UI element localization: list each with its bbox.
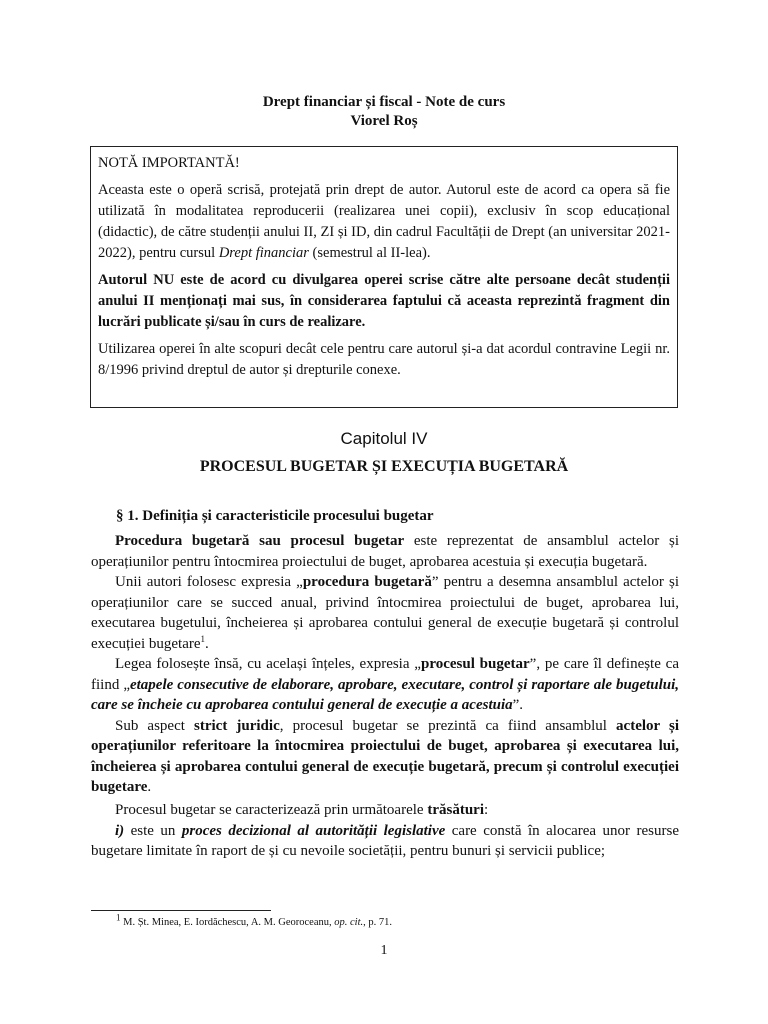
notice-heading: NOTĂ IMPORTANTĂ! [98,155,240,171]
body-paragraph-4: Sub aspect strict juridic, procesul bugetar se prezintă ca fiind ansamblul actelor și operațiunilor referitoare la întocmirea proiectului de buget, aprobarea și executarea lui, încheierea și aprobarea contului general de execuție bugetară, precum și controlul execuției bugetare. [91,717,679,795]
section-heading: § 1. Definiția și caracteristicile procesului bugetar [116,508,434,524]
notice-paragraph-copyright: Aceasta este o operă scrisă, protejată prin drept de autor. Autorul este de acord ca opera să fie utilizată în modalitatea reproducerii (realizarea unei copii), exclusiv în scop educațional (didactic), de către studenții anului II, ZI și ID, din cadrul Facultății de Drept (an universitar 2021-2022), pentru cursul Drept financiar (semestrul al II-lea). [98,182,670,261]
chapter-number: Capitolul IV [340,429,428,448]
footnote-separator [91,910,271,911]
important-notice-box [90,146,678,408]
notice-paragraph-usage: Utilizarea operei în alte scopuri decât cele pentru care autorul și-a dat acordul contravine Legii nr. 8/1996 privind dreptul de autor și drepturile conexe. [98,341,670,378]
body-paragraph-3: Legea folosește însă, cu același înțeles, expresia „procesul bugetar”, pe care îl definește ca fiind „etapele consecutive de elaborare, aprobare, executare, control și raportare ale bugetului, care se încheie cu aprobarea contului general de execuție a acestuia”. [91,656,679,713]
body-text-block [91,531,679,798]
document-title: Drept financiar și fiscal - Note de curs [262,94,506,110]
body-paragraph-2: Unii autori folosesc expresia „procedura bugetară” pentru a desemna ansamblul actelor și operațiunilor care se succed anual, privind întocmirea proiectului de buget, aprobarea lui, executarea bugetului, încheierea și aprobarea contului general de execuție bugetară și controlul execuției bugetare$^1$. [91,574,679,652]
body-paragraph-5: Procesul bugetar se caracterizează prin următoarele trăsături: [115,802,489,818]
document-header [0,93,768,131]
chapter-title: PROCESUL BUGETAR ȘI EXECUȚIA BUGETARĂ [199,458,569,475]
body-paragraph-1: Procedura bugetară sau procesul bugetar este reprezentat de ansamblul actelor și operațiunilor pentru întocmirea proiectului de buget, aprobarea acestuia și execuția bugetară. [91,533,679,570]
body-text-block-traits [91,800,679,862]
page-number: 1 [380,943,388,958]
footnote: $^1$ M. Șt. Minea, E. Iordăchescu, A. M. Georoceanu, op. cit., p. 71. [116,912,392,928]
body-paragraph-6: i) este un proces decizional al autorității legislative care constă în alocarea unor resurse bugetare limitate în raport de și cu nevoile societății, pentru bunuri și servicii publice; [91,822,679,859]
footnote-reference: 1 [200,633,206,644]
notice-paragraph-restriction: Autorul NU este de acord cu divulgarea operei scrise către alte persoane decât studenții anului II menționați mai sus, în considerarea faptului că aceasta reprezintă fragment din lucrări publicate și/sau în curs de realizare. [98,272,670,330]
document-author: Viorel Roș [350,113,418,129]
